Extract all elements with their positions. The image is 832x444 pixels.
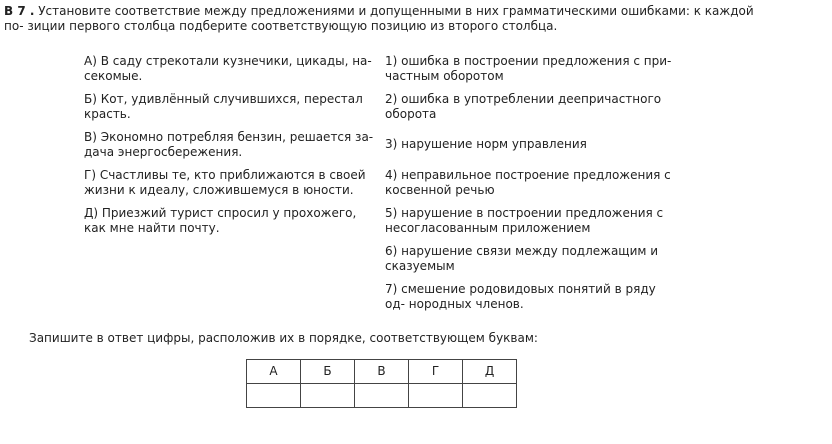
sentence-g: Г) Счастливы те, кто приближаются в своей жизни к идеалу, сложившемуся в юности. [84,168,366,197]
task-text: Установите соответствие между предложениями и допущенными в них грамматическими ошибками: к каждой по- зиции первого столбца подберите соответствующую позицию из второго столбца. [4,4,754,33]
task-number: В 7 . [4,4,35,18]
answer-header-b: Б [301,360,355,384]
answer-cell-v[interactable] [355,384,409,408]
answer-instruction: Запишите в ответ цифры, расположив их в порядке, соответствующем буквам: [29,331,538,345]
answer-header-a: А [247,360,301,384]
answer-header-d: Д [463,360,517,384]
answer-cell-a[interactable] [247,384,301,408]
sentence-b: Б) Кот, удивлённый случившихся, перестал красть. [84,92,363,121]
answer-header-g: Г [409,360,463,384]
error-3: 3) нарушение норм управления [385,137,587,151]
sentence-d: Д) Приезжий турист спросил у прохожего, как мне найти почту. [84,206,357,235]
sentence-v: В) Экономно потребляя бензин, решается за- дача энергосбережения. [84,130,374,159]
error-5: 5) нарушение в построении предложения с несогласованным приложением [385,206,664,235]
error-2: 2) ошибка в употреблении деепричастного оборота [385,92,662,121]
answer-table-value-row [247,384,517,408]
answer-cell-b[interactable] [301,384,355,408]
error-4: 4) неправильное построение предложения с косвенной речью [385,168,671,197]
answer-cell-d[interactable] [463,384,517,408]
task-statement [4,4,764,34]
answer-header-v: В [355,360,409,384]
error-1: 1) ошибка в построении предложения с при- частным оборотом [385,54,672,83]
sentence-a: А) В саду стрекотали кузнечики, цикады, на- секомые. [84,54,372,83]
error-7: 7) смешение родовидовых понятий в ряду од- нородных членов. [385,282,656,311]
error-6: 6) нарушение связи между подлежащим и сказуемым [385,244,659,273]
answer-table-header-row [247,360,517,384]
answer-table [246,359,517,408]
answer-cell-g[interactable] [409,384,463,408]
